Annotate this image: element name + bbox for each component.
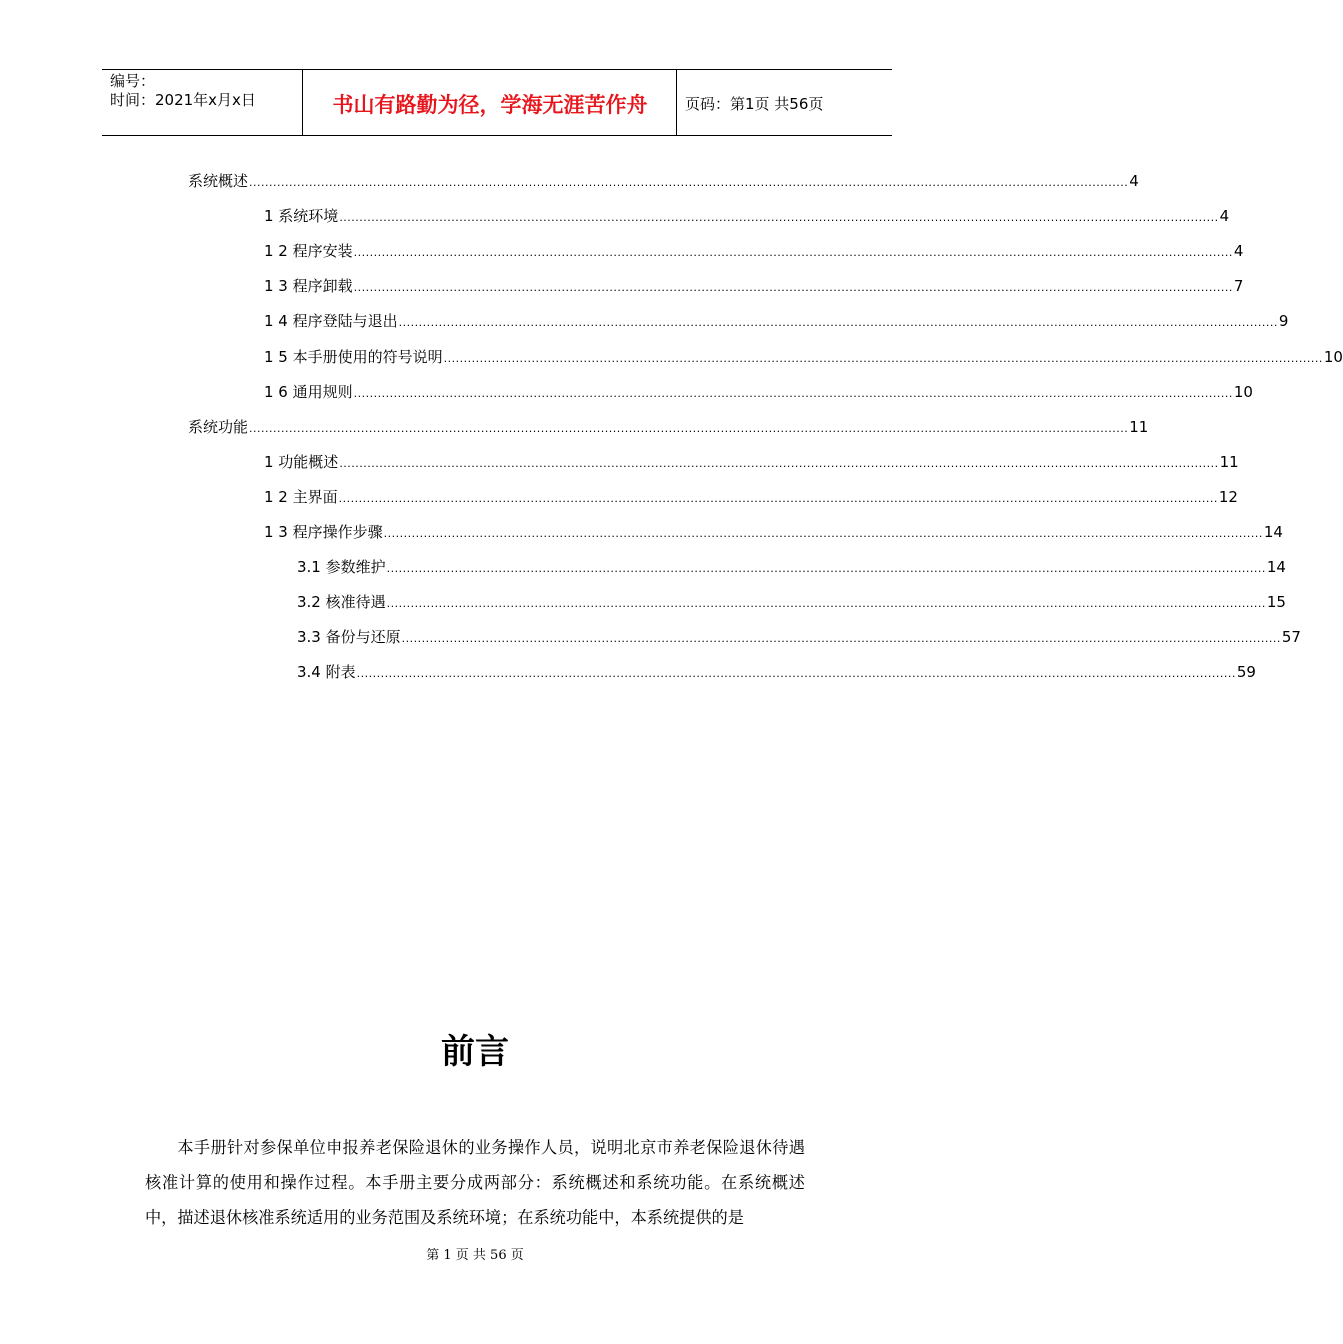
toc-entry-title: 3.4 附表 (297, 663, 356, 682)
header-bottom-rule (102, 135, 892, 136)
toc-entry-page: 14 (1266, 558, 1286, 577)
toc-entry-title: 1 2 程序安装 (264, 242, 353, 261)
preface-paragraph: 本手册针对参保单位申报养老保险退休的业务操作人员，说明北京市养老保险退休待遇核准计算的使用和操作过程。本手册主要分成两部分：系统概述和系统功能。在系统概述中，描述退休核准系统适用的业务范围及系统环境；在系统功能中，本系统提供的是 (145, 1138, 805, 1227)
toc-entry[interactable] (188, 170, 1139, 192)
toc-dot-leader: ............................................................................................................................................................................................................................ (353, 386, 1233, 400)
toc-entry-title: 3.3 备份与还原 (297, 628, 401, 647)
toc-entry-page: 59 (1236, 663, 1256, 682)
header-time-label: 时间：2021年x月x日 (110, 91, 256, 109)
toc-entry-page: 10 (1233, 382, 1253, 401)
header-divider-left (302, 69, 303, 136)
toc-dot-leader: ............................................................................................................................................................................................................................ (443, 351, 1323, 365)
toc-entry[interactable] (264, 240, 1244, 262)
preface-title: 前言 (441, 1032, 509, 1072)
toc-dot-leader: ............................................................................................................................................................................................................................ (401, 632, 1281, 646)
toc-entry[interactable] (297, 626, 1301, 648)
toc-entry-title: 1 系统环境 (264, 207, 339, 226)
toc-entry[interactable] (264, 310, 1289, 332)
header-divider-right (676, 69, 677, 136)
header-number-label: 编号： (110, 72, 156, 90)
toc-dot-leader: ............................................................................................................................................................................................................................ (338, 491, 1218, 505)
page-footer: 第 1 页 共 56 页 (426, 1248, 524, 1263)
toc-entry[interactable] (264, 451, 1239, 473)
toc-dot-leader: ............................................................................................................................................................................................................................ (249, 176, 1129, 189)
toc-entry-title: 3.2 核准待遇 (297, 593, 386, 612)
toc-entry-title: 3.1 参数维护 (297, 558, 386, 577)
toc-entry[interactable] (264, 275, 1244, 297)
toc-entry-title: 1 6 通用规则 (264, 382, 353, 401)
toc-entry-title: 1 2 主界面 (264, 487, 338, 506)
toc-dot-leader: ............................................................................................................................................................................................................................ (353, 281, 1233, 295)
toc-entry-page: 10 (1323, 347, 1343, 366)
toc-entry-title: 1 功能概述 (264, 452, 339, 471)
toc-dot-leader: ............................................................................................................................................................................................................................ (356, 667, 1236, 681)
toc-entry-page: 15 (1266, 593, 1286, 612)
toc-entry-page: 57 (1281, 628, 1301, 647)
toc-entry[interactable] (297, 556, 1286, 578)
toc-entry-title: 1 3 程序操作步骤 (264, 523, 383, 541)
toc-entry-page: 14 (1263, 523, 1283, 541)
toc-dot-leader: ............................................................................................................................................................................................................................ (383, 527, 1263, 540)
toc-entry-title: 1 3 程序卸载 (264, 277, 353, 296)
toc-dot-leader: ............................................................................................................................................................................................................................ (249, 421, 1129, 435)
toc-entry-page: 11 (1219, 452, 1239, 471)
toc-entry-page: 11 (1129, 417, 1149, 436)
header-slogan: 书山有路勤为径，学海无涯苦作舟 (332, 92, 648, 117)
toc-entry[interactable] (297, 661, 1256, 683)
toc-dot-leader: ............................................................................................................................................................................................................................ (386, 597, 1266, 611)
toc-entry-title: 系统概述 (188, 172, 249, 190)
toc-dot-leader: ............................................................................................................................................................................................................................ (398, 316, 1278, 330)
toc-entry-title: 1 5 本手册使用的符号说明 (264, 347, 443, 366)
toc-entry[interactable] (188, 416, 1149, 438)
toc-entry[interactable] (264, 521, 1283, 543)
toc-entry-title: 1 4 程序登陆与退出 (264, 312, 398, 331)
toc-entry[interactable] (264, 381, 1253, 403)
toc-entry[interactable] (264, 346, 1343, 368)
toc-dot-leader: ............................................................................................................................................................................................................................ (339, 211, 1219, 225)
toc-entry-page: 12 (1218, 487, 1238, 506)
toc-entry-title: 系统功能 (188, 417, 249, 436)
toc-entry[interactable] (297, 591, 1286, 613)
toc-dot-leader: ............................................................................................................................................................................................................................ (386, 562, 1266, 576)
header-page-label: 页码：第1页 共56页 (685, 95, 824, 113)
toc-entry-page: 9 (1278, 312, 1289, 331)
toc-entry[interactable] (264, 486, 1238, 508)
toc-entry-page: 4 (1233, 242, 1244, 261)
header-top-rule (102, 69, 892, 70)
preface-body (145, 1130, 805, 1235)
toc-entry-page: 4 (1129, 172, 1139, 190)
toc-entry-page: 7 (1233, 277, 1244, 296)
toc-entry[interactable] (264, 205, 1230, 227)
toc-dot-leader: ............................................................................................................................................................................................................................ (339, 456, 1219, 470)
toc-entry-page: 4 (1219, 207, 1230, 226)
toc-dot-leader: ............................................................................................................................................................................................................................ (353, 246, 1233, 260)
